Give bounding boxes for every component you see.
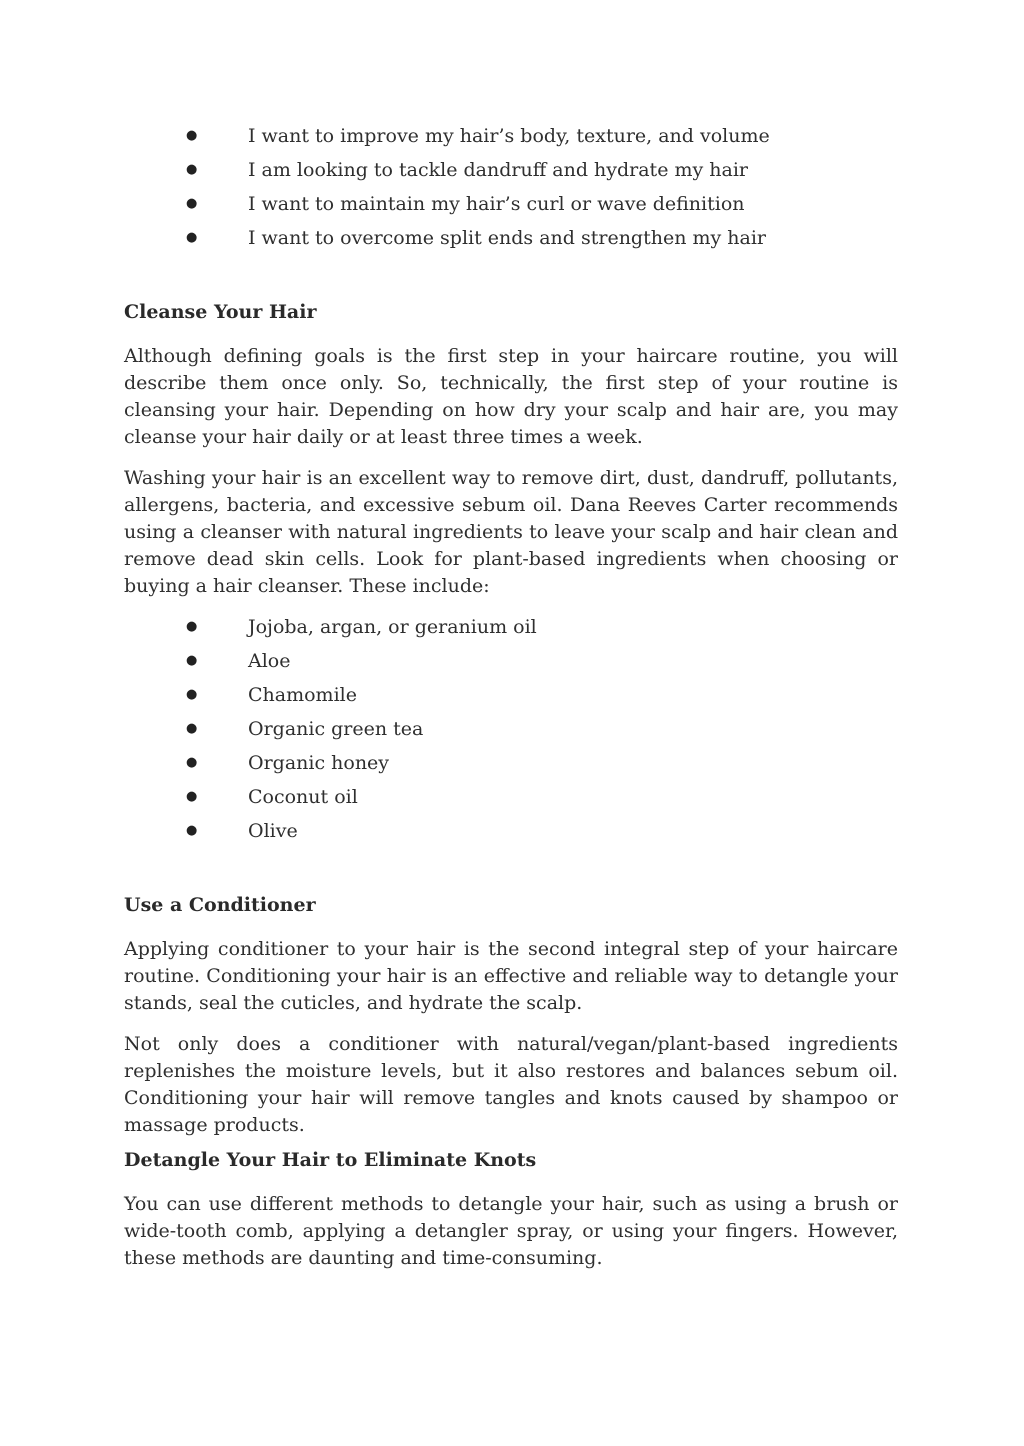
- list-item: [124, 187, 898, 221]
- list-item: [124, 814, 898, 848]
- list-item: [124, 746, 898, 780]
- list-item-text: Coconut oil: [248, 786, 358, 808]
- paragraph-cleanse-2: Washing your hair is an excellent way to remove dirt, dust, dandruff, pollutants, allergens, bacteria, and excessive sebum oil. Dana Reeves Carter recommends using a cleanser with natural ingredients to leave your scalp and hair clean and remove dead skin cells. Look for plant-based ingredients when choosing or buying a hair cleanser. These include:: [124, 467, 898, 597]
- section-heading-cleanse: Cleanse Your Hair: [124, 301, 317, 323]
- bullet-icon: ●: [186, 687, 198, 702]
- list-item-text: Aloe: [248, 650, 291, 672]
- list-item-text: I want to overcome split ends and strengthen my hair: [248, 227, 767, 249]
- list-item-text: I want to improve my hair’s body, texture, and volume: [248, 125, 770, 147]
- bullet-icon: ●: [186, 196, 198, 211]
- list-item: [124, 712, 898, 746]
- list-item: [124, 221, 898, 255]
- goals-list: [124, 119, 898, 255]
- bullet-icon: ●: [186, 789, 198, 804]
- list-item: [124, 119, 898, 153]
- list-item: [124, 780, 898, 814]
- paragraph-condition-2: Not only does a conditioner with natural/vegan/plant-based ingredients replenishes the moisture levels, but it also restores and balances sebum oil. Conditioning your hair will remove tangles and knots caused by shampoo or massage products.: [124, 1033, 898, 1136]
- bullet-icon: ●: [186, 721, 198, 736]
- bullet-icon: ●: [186, 230, 198, 245]
- paragraph-cleanse-1: Although defining goals is the first step in your haircare routine, you will describe them once only. So, technically, the first step of your routine is cleansing your hair. Depending on how dry your scalp and hair are, you may cleanse your hair daily or at least three times a week.: [124, 345, 898, 448]
- list-item-text: Chamomile: [248, 684, 357, 706]
- paragraph-detangle-1: You can use different methods to detangle your hair, such as using a brush or wide-tooth comb, applying a detangler spray, or using your fingers. However, these methods are daunting and time-consuming.: [124, 1193, 898, 1269]
- list-item: [124, 153, 898, 187]
- list-item-text: Olive: [248, 820, 298, 842]
- bullet-icon: ●: [186, 128, 198, 143]
- bullet-icon: ●: [186, 823, 198, 838]
- ingredients-list: [124, 610, 898, 848]
- list-item: [124, 678, 898, 712]
- bullet-icon: ●: [186, 162, 198, 177]
- section-heading-condition: Use a Conditioner: [124, 894, 316, 916]
- list-item-text: Organic honey: [248, 752, 390, 774]
- paragraph-condition-1: Applying conditioner to your hair is the second integral step of your haircare routine. Conditioning your hair is an effective and reliable way to detangle your stands, seal the cuticles, and hydrate the scalp.: [124, 938, 898, 1014]
- bullet-icon: ●: [186, 619, 198, 634]
- list-item-text: I want to maintain my hair’s curl or wave definition: [248, 193, 745, 215]
- list-item-text: Organic green tea: [248, 718, 424, 740]
- list-item: [124, 610, 898, 644]
- list-item-text: I am looking to tackle dandruff and hydrate my hair: [248, 159, 748, 181]
- bullet-icon: ●: [186, 755, 198, 770]
- section-heading-detangle: Detangle Your Hair to Eliminate Knots: [124, 1149, 537, 1171]
- list-item: [124, 644, 898, 678]
- bullet-icon: ●: [186, 653, 198, 668]
- list-item-text: Jojoba, argan, or geranium oil: [248, 616, 537, 638]
